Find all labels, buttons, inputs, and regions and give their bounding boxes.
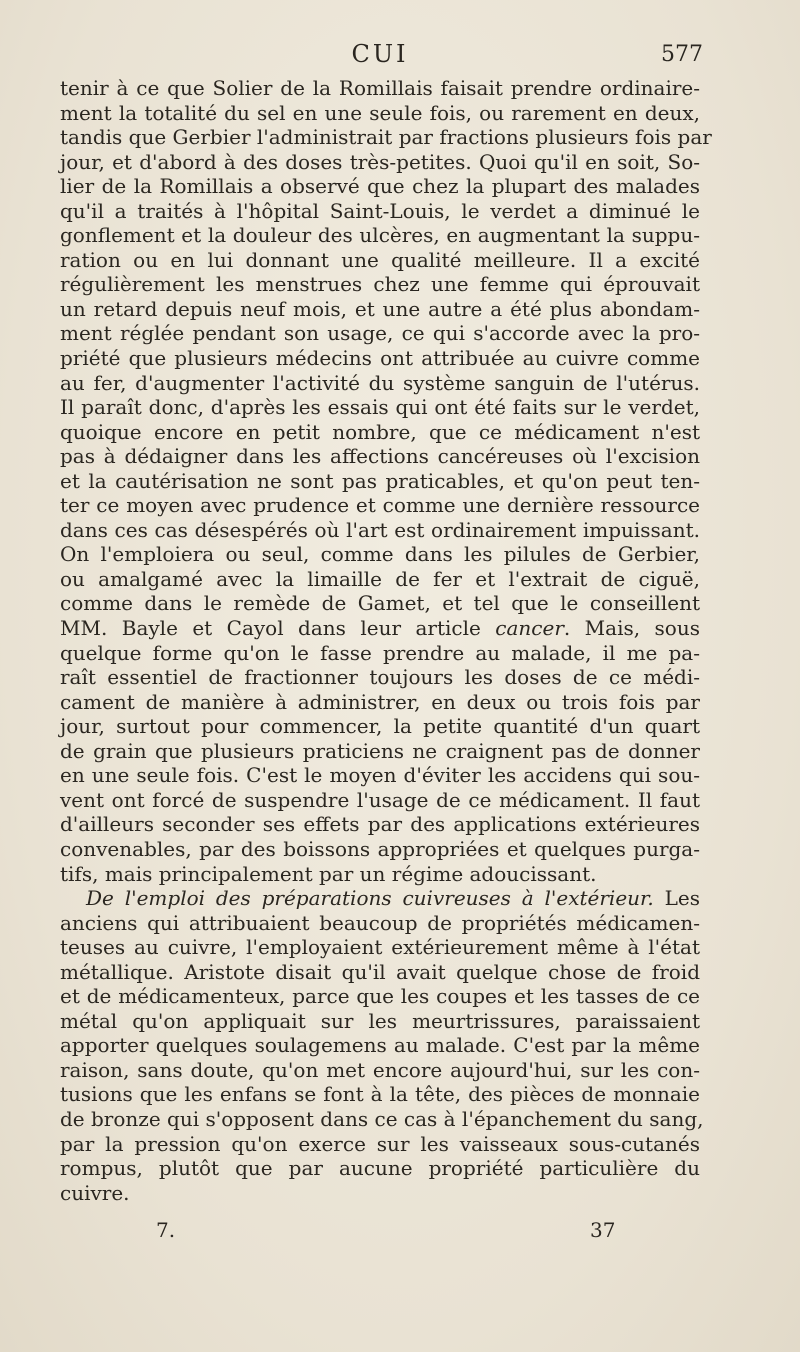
text-line: et de médicamenteux, parce que les coupes et les tasses de ce (60, 984, 700, 1009)
text-line: quelque forme qu'on le fasse prendre au malade, il me pa- (60, 640, 700, 665)
text-line: rompus, plutôt que par aucune propriété particulière du (60, 1156, 700, 1181)
text-line: Il paraît donc, d'après les essais qui ont été faits sur le verdet, (60, 395, 700, 420)
italic-term: cancer (495, 616, 564, 641)
text-line: MM. Bayle et Cayol dans leur article cancer. Mais, sous (60, 616, 700, 641)
text-line: ter ce moyen avec prudence et comme une dernière ressource (60, 493, 700, 518)
text-line: vent ont forcé de suspendre l'usage de ce médicament. Il faut (60, 787, 700, 812)
text-line: par la pression qu'on exerce sur les vaisseaux sous-cutanés (60, 1131, 700, 1156)
text-line: en une seule fois. C'est le moyen d'éviter les accidens qui sou- (60, 763, 700, 788)
text-line: gonflement et la douleur des ulcères, en augmentant la suppu- (60, 223, 700, 248)
text-line: jour, surtout pour commencer, la petite quantité d'un quart (60, 714, 700, 739)
text-line: cament de manière à administrer, en deux ou trois fois par (60, 689, 700, 714)
text-line: priété que plusieurs médecins ont attribuée au cuivre comme (60, 346, 700, 371)
text-line: régulièrement les menstrues chez une femme qui éprouvait (60, 272, 700, 297)
body-text (60, 76, 712, 1205)
text-line: pas à dédaigner dans les affections cancéreuses où l'excision (60, 444, 700, 469)
text-line: apporter quelques soulagemens au malade. C'est par la même (60, 1033, 700, 1058)
text-line: de bronze qui s'opposent dans ce cas à l'épanchement du sang, (60, 1106, 704, 1131)
text-line: d'ailleurs seconder ses effets par des applications extérieures (60, 812, 700, 837)
text-line: métallique. Aristote disait qu'il avait quelque chose de froid (60, 959, 700, 984)
text-line: raison, sans doute, qu'on met encore aujourd'hui, sur les con- (60, 1057, 700, 1082)
text-line: tandis que Gerbier l'administrait par fractions plusieurs fois par (60, 125, 712, 150)
signature-number: 37 (590, 1218, 616, 1242)
text-line: ou amalgamé avec la limaille de fer et l'extrait de ciguë, (60, 566, 700, 591)
text-line: lier de la Romillais a observé que chez la plupart des malades (60, 174, 700, 199)
running-head: CUI (351, 40, 409, 68)
signature-mark: 7. (156, 1218, 176, 1242)
text-line: On l'emploiera ou seul, comme dans les pilules de Gerbier, (60, 542, 700, 567)
text-line: quoique encore en petit nombre, que ce médicament n'est (60, 419, 700, 444)
text-line: ment la totalité du sel en une seule fois, ou rarement en deux, (60, 100, 700, 125)
text-line: convenables, par des boissons appropriées et quelques purga- (60, 836, 700, 861)
text-line: De l'emploi des préparations cuivreuses à l'extérieur. Les (86, 886, 700, 911)
text-line: raît essentiel de fractionner toujours les doses de ce médi- (60, 665, 700, 690)
text-line: ment réglée pendant son usage, ce qui s'accorde avec la pro- (60, 321, 700, 346)
paragraph (60, 76, 712, 886)
page-number: 577 (661, 42, 703, 67)
text-line: au fer, d'augmenter l'activité du système sanguin de l'utérus. (60, 370, 700, 395)
text-line: tusions que les enfans se font à la tête, des pièces de monnaie (60, 1082, 700, 1107)
text-line: ration ou en lui donnant une qualité meilleure. Il a excité (60, 247, 700, 272)
text-line: métal qu'on appliquait sur les meurtrissures, paraissaient (60, 1008, 700, 1033)
text-line: teuses au cuivre, l'employaient extérieurement même à l'état (60, 935, 700, 960)
paragraph (60, 886, 704, 1205)
text-line: tifs, mais principalement par un régime adoucissant. (60, 861, 597, 886)
text-line: cuivre. (60, 1180, 130, 1205)
text-line: jour, et d'abord à des doses très-petites. Quoi qu'il en soit, So- (60, 149, 700, 174)
text-line: qu'il a traités à l'hôpital Saint-Louis, le verdet a diminué le (60, 198, 700, 223)
page-header (60, 40, 703, 74)
text-line: dans ces cas désespérés où l'art est ordinairement impuissant. (60, 517, 700, 542)
text-line: de grain que plusieurs praticiens ne craignent pas de donner (60, 738, 700, 763)
text-line: un retard depuis neuf mois, et une autre a été plus abondam- (60, 296, 700, 321)
text-line: anciens qui attribuaient beaucoup de propriétés médicamen- (60, 910, 700, 935)
text-line: et la cautérisation ne sont pas praticables, et qu'on peut ten- (60, 468, 700, 493)
text-line: comme dans le remède de Gamet, et tel que le conseillent (60, 591, 700, 616)
text-line: tenir à ce que Solier de la Romillais faisait prendre ordinaire- (60, 76, 700, 100)
page-footer (60, 1218, 700, 1248)
section-heading: De l'emploi des préparations cuivreuses à l'extérieur. (86, 886, 654, 911)
